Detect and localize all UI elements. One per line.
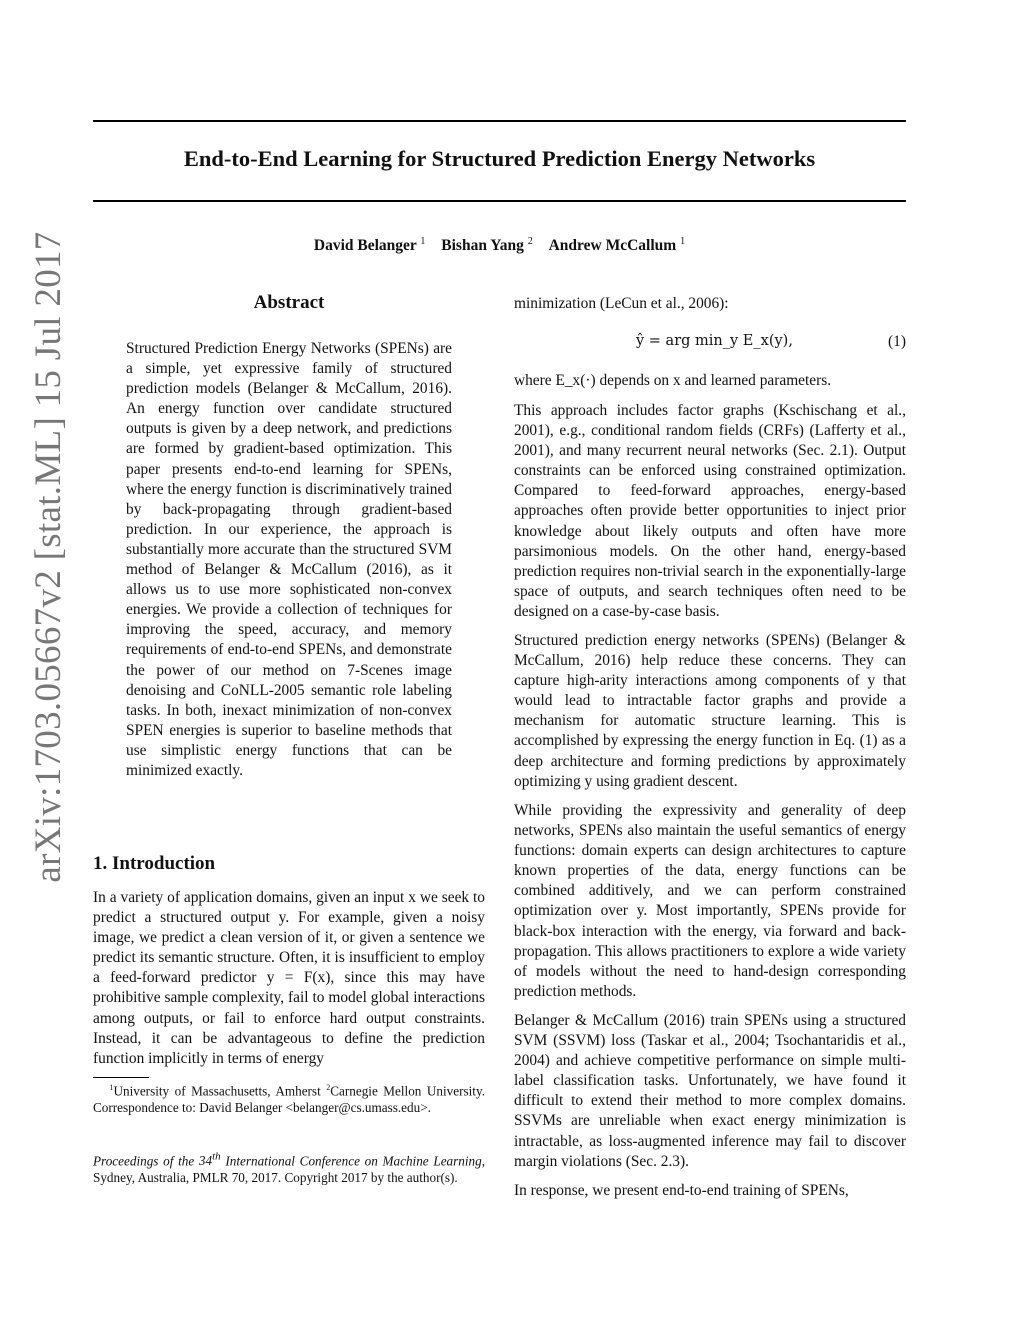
- author: Bishan Yang $^2$: [441, 236, 533, 255]
- proceedings-note: Proceedings of the 34th International Conference on Machine Learning, Sydney, Australia, PMLR 70, 2017. Copyright 2017 by the author(s).: [93, 1151, 486, 1185]
- author: David Belanger $^1$: [313, 236, 426, 255]
- footnote-rule: [93, 1077, 149, 1078]
- title-bottom-rule: [93, 200, 906, 202]
- right-paragraph-5: Belanger & McCallum (2016) train SPENs using a structured SVM (SSVM) loss (Taskar et al., 2004; Tsochantaridis et al., 2004) and achieve competitive performance on simple multi-label classification tasks. Unfortunately, we have found it difficult to extend their method to more complex domains. SSVMs are unreliable when exact energy minimization is intractable, as loss-augmented inference may fail to discover margin violations (Sec. 2.3).: [514, 1012, 906, 1170]
- right-paragraph-6: In response, we present end-to-end training of SPENs,: [514, 1182, 849, 1199]
- author-list: [93, 236, 906, 255]
- equation-body: ŷ = arg min_y E_x(y),: [636, 333, 793, 349]
- right-paragraph-0: minimization (LeCun et al., 2006):: [514, 295, 729, 312]
- section-heading-introduction: 1. Introduction: [93, 853, 216, 874]
- right-paragraph-2: This approach includes factor graphs (Kschischang et al., 2001), e.g., conditional random fields (CRFs) (Lafferty et al., 2001), and many recurrent neural networks (Sec. 2.1). Output constraints can be enforced using constrained optimization. Compared to feed-forward approaches, energy-based approaches often provide better opportunities to inject prior knowledge about likely outputs and often have more parsimonious models. On the other hand, energy-based prediction requires non-trivial search in the exponentially-large space of outputs, and search techniques often need to be designed on a case-by-case basis.: [514, 402, 906, 620]
- paper-title: End-to-End Learning for Structured Prediction Energy Networks: [183, 146, 816, 171]
- abstract-heading: Abstract: [253, 292, 325, 313]
- arxiv-stamp: arXiv:1703.05667v2 [stat.ML] 15 Jul 2017: [28, 231, 69, 883]
- right-paragraph-1: where E_x(·) depends on x and learned parameters.: [514, 372, 832, 389]
- title-top-rule: [93, 120, 906, 122]
- right-paragraph-3: Structured prediction energy networks (SPENs) (Belanger & McCallum, 2016) help reduce these concerns. They can capture high-arity interactions among components of y that would lead to intractable factor graphs and provide a mechanism for automatic structure learning. This is accomplished by expressing the energy function in Eq. (1) as a deep architecture and forming predictions by approximately optimizing y using gradient descent.: [514, 632, 906, 790]
- author: Andrew McCallum $^1$: [548, 236, 686, 255]
- right-paragraph-4: While providing the expressivity and generality of deep networks, SPENs also maintain the useful semantics of energy functions: domain experts can design architectures to capture known properties of the data, energy functions can be combined additively, and we can perform constrained optimization over y. Most importantly, SPENs provide for black-box interaction with the energy, via forward and back-propagation. This allows practitioners to explore a wide variety of models without the need to hand-design corresponding prediction methods.: [514, 802, 906, 1000]
- equation-number: (1): [888, 333, 906, 350]
- abstract-text: Structured Prediction Energy Networks (SPENs) are a simple, yet expressive family of structured prediction models (Belanger & McCallum, 2016). An energy function over candidate structured outputs is given by a deep network, and predictions are formed by gradient-based optimization. This paper presents end-to-end learning for SPENs, where the energy function is discriminatively trained by back-propagating through gradient-based prediction. In our experience, the approach is substantially more accurate than the structured SVM method of Belanger & McCallum (2016), as it allows us to use more sophisticated non-convex energies. We provide a collection of techniques for improving the speed, accuracy, and memory requirements of end-to-end SPENs, and demonstrate the power of our method on 7-Scenes image denoising and CoNLL-2005 semantic role labeling tasks. In both, inexact minimization of non-convex SPEN energies is superior to baseline methods that use simplistic energy functions that can be minimized exactly.: [126, 340, 452, 779]
- introduction-paragraph: In a variety of application domains, given an input x we seek to predict a structured output y. For example, given a noisy image, we predict a clean version of it, or given a sentence we predict its semantic structure. Often, it is insufficient to employ a feed-forward predictor y = F(x), since this may have prohibitive sample complexity, fail to model global interactions among outputs, or fail to enforce hard output constraints. Instead, it can be advantageous to define the prediction function implicitly in terms of energy: [93, 889, 485, 1067]
- footnote: $^1$University of Massachusetts, Amherst $^2$Carnegie Mellon University. Correspondence to: David Belanger <belanger@cs.umass.edu>.: [93, 1083, 485, 1115]
